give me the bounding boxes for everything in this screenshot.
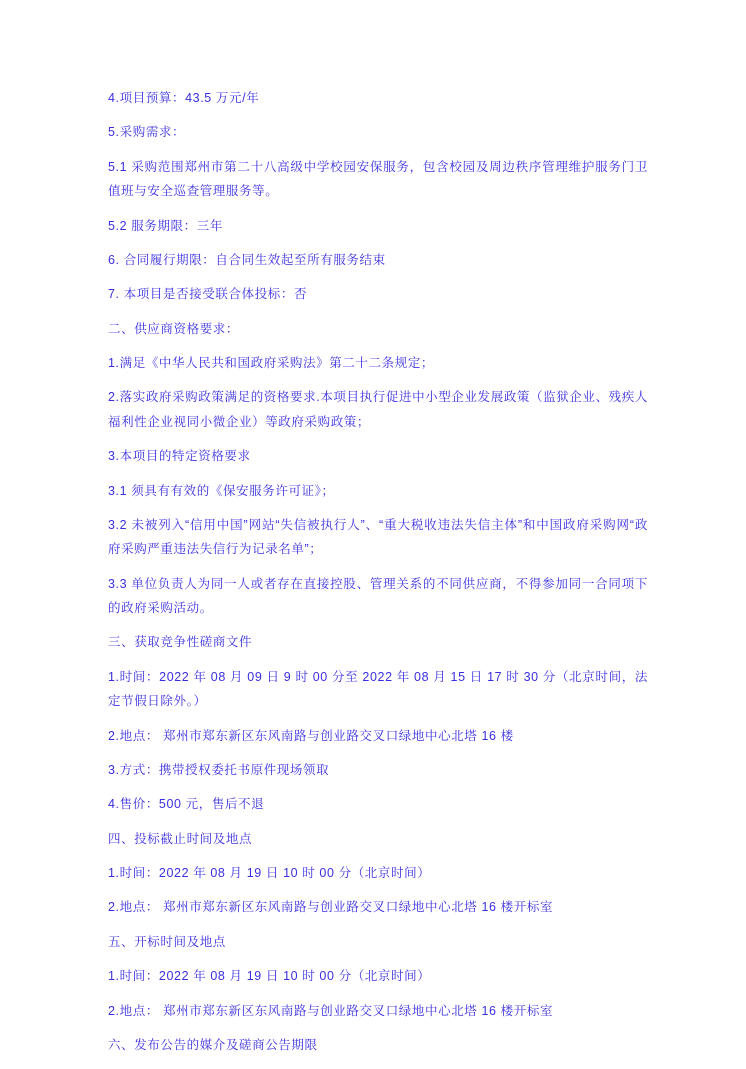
document-body bbox=[108, 86, 648, 1067]
paragraph-get-documents-price: 4.售价：500 元，售后不退 bbox=[108, 797, 265, 812]
paragraph-qualification-3-3: 3.3 单位负责人为同一人或者存在直接控股、管理关系的不同供应商，不得参加同一合同项下的政府采购活动。 bbox=[108, 576, 648, 615]
paragraph-get-documents-time: 1.时间：2022 年 08 月 09 日 9 时 00 分至 2022 年 08 月 15 日 17 时 30 分（北京时间，法定节假日除外。） bbox=[108, 669, 648, 709]
paragraph-get-documents-method: 3.方式：携带授权委托书原件现场领取 bbox=[108, 762, 330, 777]
paragraph-contract-period: 6. 合同履行期限：自合同生效起至所有服务结束 bbox=[108, 252, 386, 267]
paragraph-procurement-requirements-title: 5.采购需求： bbox=[108, 125, 186, 140]
paragraph-bid-deadline-place: 2.地点： 郑州市郑东新区东风南路与创业路交叉口绿地中心北塔 16 楼开标室 bbox=[108, 900, 554, 915]
paragraph-qualification-3-title: 3.本项目的特定资格要求 bbox=[108, 449, 251, 464]
heading-get-documents: 三、获取竞争性磋商文件 bbox=[108, 635, 253, 650]
heading-announcement-media: 六、发布公告的媒介及磋商公告期限 bbox=[108, 1037, 318, 1052]
heading-supplier-qualification: 二、供应商资格要求： bbox=[108, 321, 240, 336]
paragraph-qualification-3-1: 3.1 须具有有效的《保安服务许可证》； bbox=[108, 483, 335, 498]
paragraph-service-period: 5.2 服务期限：三年 bbox=[108, 218, 223, 233]
paragraph-bid-opening-place: 2.地点： 郑州市郑东新区东风南路与创业路交叉口绿地中心北塔 16 楼开标室 bbox=[108, 1003, 554, 1018]
paragraph-budget: 4.项目预算：43.5 万元/年 bbox=[108, 91, 260, 105]
paragraph-consortium-bid: 7. 本项目是否接受联合体投标：否 bbox=[108, 287, 308, 302]
paragraph-qualification-3-2: 3.2 未被列入“信用中国”网站“失信被执行人”、“重大税收违法失信主体”和中国政府采购网“政府采购严重违法失信行为记录名单”； bbox=[108, 517, 648, 557]
paragraph-qualification-2: 2.落实政府采购政策满足的资格要求.本项目执行促进中小型企业发展政策（监狱企业、残疾人福利性企业视同小微企业）等政府采购政策； bbox=[108, 390, 648, 429]
paragraph-get-documents-place: 2.地点： 郑州市郑东新区东风南路与创业路交叉口绿地中心北塔 16 楼 bbox=[108, 728, 514, 743]
paragraph-qualification-1: 1.满足《中华人民共和国政府采购法》第二十二条规定； bbox=[108, 356, 435, 370]
paragraph-bid-opening-time: 1.时间：2022 年 08 月 19 日 10 时 00 分（北京时间） bbox=[108, 969, 431, 984]
heading-bid-deadline: 四、投标截止时间及地点 bbox=[108, 831, 253, 846]
heading-bid-opening: 五、开标时间及地点 bbox=[108, 934, 226, 949]
paragraph-bid-deadline-time: 1.时间：2022 年 08 月 19 日 10 时 00 分（北京时间） bbox=[108, 866, 431, 880]
paragraph-procurement-scope: 5.1 采购范围郑州市第二十八高级中学校园安保服务，包含校园及周边秩序管理维护服务门卫值班与安全巡查管理服务等。 bbox=[108, 159, 648, 199]
